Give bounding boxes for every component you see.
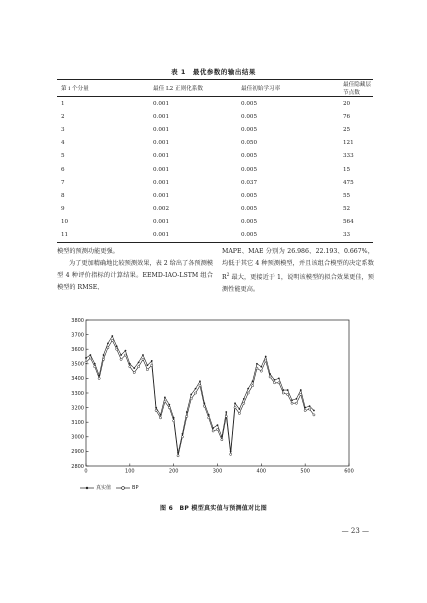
actual-point — [300, 389, 302, 391]
bp-point — [111, 339, 113, 341]
actual-point — [309, 405, 311, 407]
cell-component: 3 — [61, 126, 65, 133]
actual-point — [252, 380, 254, 382]
actual-point — [164, 396, 166, 398]
cell-nodes: 55 — [343, 192, 351, 199]
cell-l2: 0.001 — [153, 126, 170, 133]
actual-point — [199, 380, 201, 382]
actual-point — [247, 388, 249, 390]
cell-nodes: 20 — [343, 100, 351, 107]
cell-nodes: 15 — [343, 166, 351, 173]
cell-l2: 0.001 — [153, 100, 170, 107]
y-tick-label: 2900 — [71, 449, 84, 456]
cell-component: 11 — [57, 229, 133, 243]
y-tick-label: 3600 — [71, 347, 84, 353]
bp-point — [300, 393, 302, 395]
actual-point — [133, 367, 135, 369]
y-tick-label: 3700 — [71, 332, 84, 339]
bp-point — [278, 382, 280, 384]
bp-point — [199, 385, 201, 387]
cell-lr: 0.005 — [241, 100, 258, 107]
y-tick-label: 3500 — [71, 361, 84, 368]
cell-lr: 0.005 — [229, 229, 313, 243]
actual-point — [146, 364, 148, 366]
cell-component: 10 — [61, 219, 69, 226]
bp-point — [116, 348, 118, 350]
series-actual-line — [86, 336, 314, 453]
x-tick-label: 400 — [256, 468, 267, 475]
cell-lr: 0.005 — [241, 153, 258, 160]
r-squared-superscript: 2 — [226, 273, 230, 278]
header-lr: 最佳初始学习率 — [229, 80, 313, 97]
actual-point — [89, 354, 91, 356]
cell-nodes: 33 — [313, 229, 373, 243]
actual-point — [103, 354, 105, 356]
cell-l2: 0.001 — [133, 229, 229, 243]
actual-point — [278, 378, 280, 380]
cell-nodes: 121 — [343, 140, 354, 147]
cell-l2: 0.001 — [153, 179, 170, 186]
bp-point — [221, 439, 223, 441]
actual-point — [239, 408, 241, 410]
cell-component: 4 — [61, 140, 65, 147]
bp-point — [151, 364, 153, 366]
bp-point — [190, 398, 192, 400]
bp-point — [247, 392, 249, 394]
bp-point — [208, 417, 210, 419]
bp-point — [256, 367, 258, 369]
y-tick-label: 3400 — [71, 376, 84, 383]
cell-l2: 0.001 — [153, 153, 170, 160]
cell-component: 6 — [61, 166, 65, 173]
cell-nodes: 25 — [343, 126, 351, 133]
left-text-line1: 模型的预测功能更强。 — [57, 248, 119, 255]
x-tick-label: 300 — [212, 468, 223, 475]
actual-point — [151, 360, 153, 362]
actual-point — [225, 411, 227, 413]
bp-point — [287, 393, 289, 395]
bp-point — [313, 414, 315, 416]
bp-point — [168, 407, 170, 409]
cell-nodes: 564 — [343, 219, 354, 226]
x-tick-label: 200 — [168, 468, 179, 475]
bp-point — [234, 407, 236, 409]
actual-point — [190, 394, 192, 396]
cell-component: 9 — [61, 206, 65, 213]
bp-point — [238, 412, 240, 414]
bp-point — [138, 366, 140, 368]
actual-point — [234, 402, 236, 404]
plot-frame — [86, 320, 349, 466]
cell-nodes: 76 — [343, 113, 351, 120]
actual-point — [274, 379, 276, 381]
actual-point — [111, 335, 113, 337]
actual-point — [291, 399, 293, 401]
bp-point — [94, 366, 96, 368]
cell-component: 2 — [61, 113, 65, 120]
bp-point — [142, 358, 144, 360]
right-text-b: 最大，更接近于 1，说明该模型的拟合效果更佳，预测性能更高。 — [222, 274, 374, 294]
bp-point — [133, 371, 135, 373]
actual-point — [243, 398, 245, 400]
bp-point — [194, 392, 196, 394]
y-tick-label: 2800 — [71, 463, 84, 470]
actual-point — [142, 354, 144, 356]
actual-point — [120, 354, 122, 356]
cell-l2: 0.001 — [153, 166, 170, 173]
cell-lr: 0.005 — [241, 166, 258, 173]
bp-point — [308, 408, 310, 410]
bp-point — [98, 377, 100, 379]
cell-nodes: 475 — [343, 179, 354, 186]
cell-lr: 0.050 — [241, 140, 258, 147]
cell-lr: 0.037 — [241, 179, 258, 186]
header-component: 第 i 个分量 — [57, 80, 133, 97]
actual-point — [125, 350, 127, 352]
bp-point — [273, 382, 275, 384]
chart-legend — [80, 484, 138, 491]
bp-point — [304, 409, 306, 411]
actual-point — [138, 361, 140, 363]
bp-point — [120, 358, 122, 360]
y-tick-label: 3200 — [71, 405, 84, 412]
figure-caption: 图 6 BP 模型真实值与预测值对比图 — [159, 505, 268, 512]
cell-component: 5 — [61, 153, 65, 160]
legend-bp-label: BP — [132, 484, 139, 491]
page-number: — 23 — — [341, 527, 369, 535]
legend-actual-label: 真实值 — [96, 485, 112, 491]
bp-point — [177, 455, 179, 457]
actual-point — [107, 342, 109, 344]
bp-point — [164, 401, 166, 403]
y-tick-label: 3800 — [71, 317, 84, 324]
actual-point — [85, 357, 87, 359]
x-tick-label: 600 — [344, 468, 354, 475]
actual-point — [265, 356, 267, 358]
bp-point — [260, 370, 262, 372]
actual-point — [256, 363, 258, 365]
bp-point — [186, 415, 188, 417]
cell-l2: 0.002 — [153, 206, 170, 213]
header-l2: 最佳 L2 正则化系数 — [133, 80, 229, 97]
cell-l2: 0.001 — [153, 113, 170, 120]
bp-point — [291, 402, 293, 404]
x-tick-label: 0 — [84, 468, 88, 475]
cell-lr: 0.005 — [241, 219, 258, 226]
cell-l2: 0.001 — [153, 219, 170, 226]
actual-point — [94, 363, 96, 365]
left-text-para: 为了更加精确地比较预测效果，表 2 给出了各预测模型 4 种评价指标的计算结果。EEMD-IAO-LSTM 组合模型的 RMSE、 — [57, 260, 213, 291]
cell-component: 1 — [61, 100, 65, 107]
actual-point — [217, 424, 219, 426]
cell-component: 7 — [61, 179, 65, 186]
right-text-a: MAPE、MAE 分别为 26.986、22.193、0.667%，均低于其它 4 种预测模型，并且该组合模型的决定系数 R — [222, 248, 374, 282]
bp-point — [265, 360, 267, 362]
cell-lr: 0.005 — [241, 113, 258, 120]
bp-point — [124, 354, 126, 356]
bp-point — [159, 417, 161, 419]
actual-point — [195, 388, 197, 390]
table-caption: 表 1 最优参数的输出结果 — [171, 68, 256, 76]
actual-point — [260, 366, 262, 368]
cell-l2: 0.001 — [153, 192, 170, 199]
bp-point — [146, 369, 148, 371]
bp-point — [181, 436, 183, 438]
cell-l2: 0.001 — [153, 140, 170, 147]
bp-point — [251, 385, 253, 387]
cell-component: 8 — [61, 192, 65, 199]
x-tick-label: 100 — [125, 468, 135, 475]
bp-point — [212, 430, 214, 432]
y-tick-label: 3300 — [71, 390, 84, 397]
header-nodes: 最佳隐藏层节点数 — [313, 80, 373, 97]
bp-point — [230, 453, 232, 455]
cell-nodes: 52 — [343, 206, 351, 213]
actual-point — [296, 398, 298, 400]
bp-point — [269, 376, 271, 378]
bp-point — [243, 402, 245, 404]
bp-point — [295, 402, 297, 404]
bp-point — [89, 357, 91, 359]
bp-point — [129, 366, 131, 368]
actual-point — [313, 410, 315, 412]
cell-lr: 0.005 — [241, 126, 258, 133]
bp-point — [155, 409, 157, 411]
bp-point — [282, 392, 284, 394]
bp-point — [225, 415, 227, 417]
bp-point — [216, 428, 218, 430]
legend-actual-marker-icon — [80, 485, 94, 491]
cell-lr: 0.005 — [241, 192, 258, 199]
bp-point — [107, 347, 109, 349]
cell-nodes: 333 — [343, 153, 354, 160]
actual-point — [168, 404, 170, 406]
series-bp-line — [86, 340, 314, 455]
actual-point — [116, 345, 118, 347]
bp-point — [102, 358, 104, 360]
bp-point — [203, 405, 205, 407]
bp-point — [85, 361, 87, 363]
actual-point — [287, 389, 289, 391]
cell-lr: 0.005 — [241, 206, 258, 213]
legend-bp-marker-icon — [116, 485, 130, 491]
y-tick-label: 3100 — [71, 420, 84, 426]
x-tick-label: 500 — [300, 468, 310, 475]
bp-point — [173, 420, 175, 422]
y-tick-label: 3000 — [71, 434, 84, 441]
